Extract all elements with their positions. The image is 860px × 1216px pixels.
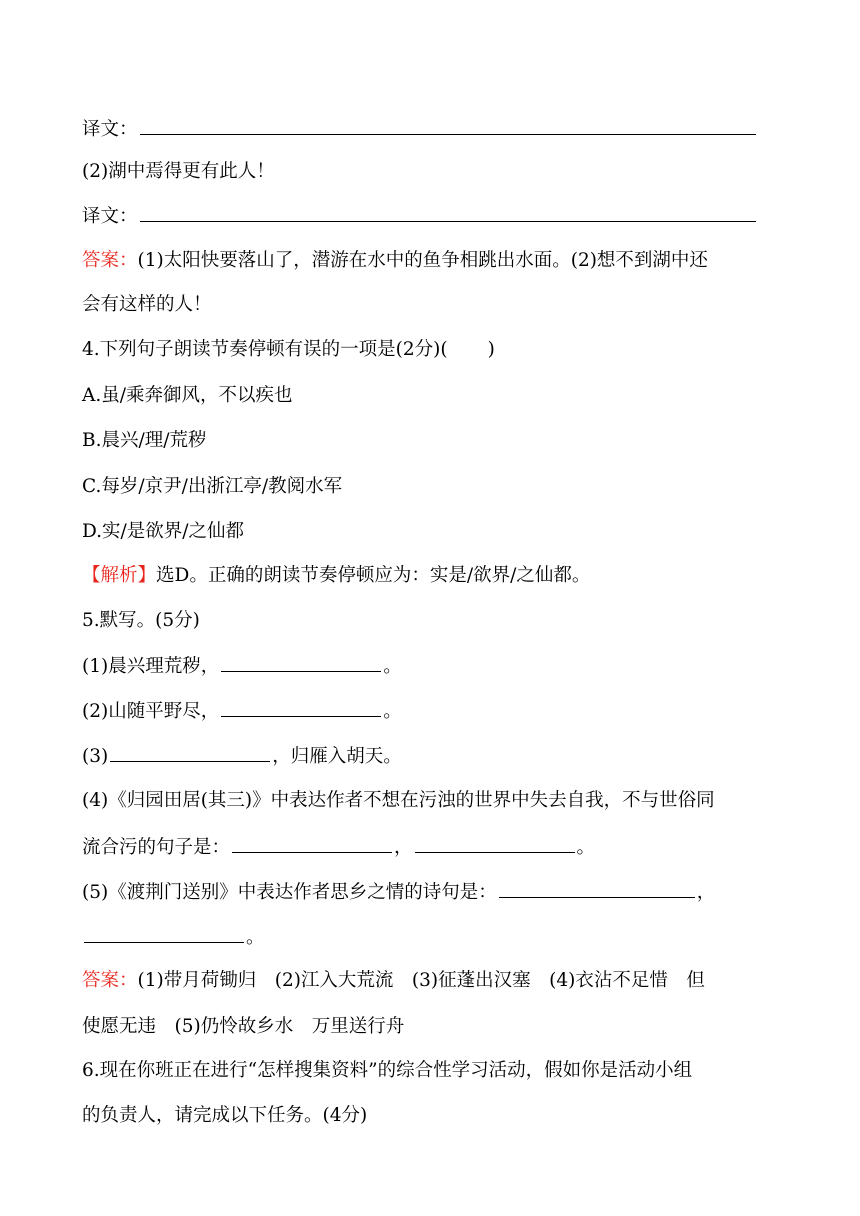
q5-item-2-end: 。 [383, 701, 402, 722]
q5-item-1-end: 。 [383, 656, 402, 677]
q4-option-d: D.实/是欲界/之仙都 [82, 521, 245, 542]
q5-item-5-line-1 [82, 879, 786, 906]
q4-stem-close: ) [487, 339, 495, 360]
q3-item-2: (2)湖中焉得更有此人！ [82, 161, 275, 182]
q5-answer-line-1 [82, 968, 786, 994]
analysis-text: 选D。正确的朗读节奏停顿应为：实是/欲界/之仙都。 [156, 565, 591, 586]
q4-option-a: A.虽/乘奔御风，不以疾也 [82, 385, 293, 406]
answer-blank [110, 743, 270, 762]
q5-item-4-text: 流合污的句子是： [82, 837, 231, 858]
q5-item-4-line-2 [82, 834, 786, 861]
q5-item-3 [82, 743, 786, 770]
answer-label: 答案： [82, 970, 138, 991]
analysis-label: 【解析】 [82, 565, 157, 586]
q5-answer-line-2: 使愿无违 (5)仍怜故乡水 万里送行舟 [82, 1016, 405, 1037]
q6-line-1: 6.现在你班正在进行“怎样搜集资料”的综合性学习活动，假如你是活动小组 [82, 1060, 693, 1081]
answer-blank [232, 834, 392, 853]
translation-line-2 [82, 203, 786, 230]
q5-item-4-line-1: (4)《归园田居(其三)》中表达作者不想在污浊的世界中失去自我，不与世俗同 [82, 790, 715, 811]
answer-blank [84, 924, 244, 943]
q3-answer-line-1 [82, 248, 786, 274]
q5-item-5-comma: ， [696, 882, 716, 903]
q5-item-4-end: 。 [576, 837, 596, 858]
translation-label: 译文： [82, 206, 138, 227]
q5-item-5-end: 。 [246, 927, 265, 948]
q5-item-3-end: ，归雁入胡天。 [272, 746, 402, 767]
q5-item-4-comma: ， [394, 837, 413, 858]
translation-label: 译文： [82, 119, 138, 140]
answer-blank [140, 203, 756, 222]
q5-item-1 [82, 653, 786, 680]
translation-line-1 [82, 116, 786, 143]
q4-option-b: B.晨兴/理/荒秽 [82, 430, 207, 451]
q5-stem: 5.默写。(5分) [82, 610, 200, 631]
q4-stem-text: 4.下列句子朗读节奏停顿有误的一项是(2分)( [82, 339, 448, 360]
q5-item-2-text: (2)山随平野尽， [82, 701, 220, 722]
answer-label: 答案： [82, 250, 138, 271]
answer-text: (1)太阳快要落山了，潜游在水中的鱼争相跳出水面。(2)想不到湖中还 [137, 250, 708, 271]
answer-blank [221, 698, 381, 717]
answer-blank [140, 116, 756, 135]
answer-blank [415, 834, 575, 853]
q4-analysis [82, 563, 786, 589]
q5-item-5-line-2 [82, 924, 786, 951]
q4-option-c: C.每岁/京尹/出浙江亭/教阅水军 [82, 476, 343, 497]
q5-item-2 [82, 698, 786, 725]
q6-line-2: 的负责人，请完成以下任务。(4分) [82, 1105, 368, 1126]
answer-text: (1)带月荷锄归 (2)江入大荒流 (3)征蓬出汉塞 (4)衣沾不足惜 但 [137, 970, 705, 991]
answer-blank [221, 653, 381, 672]
q4-stem [82, 337, 786, 363]
q5-item-5-text: (5)《渡荆门送别》中表达作者思乡之情的诗句是： [82, 882, 497, 903]
q5-item-3-text: (3) [82, 746, 109, 767]
q5-item-1-text: (1)晨兴理荒秽， [82, 656, 220, 677]
q3-answer-line-2: 会有这样的人！ [82, 294, 212, 315]
answer-blank [499, 879, 695, 898]
